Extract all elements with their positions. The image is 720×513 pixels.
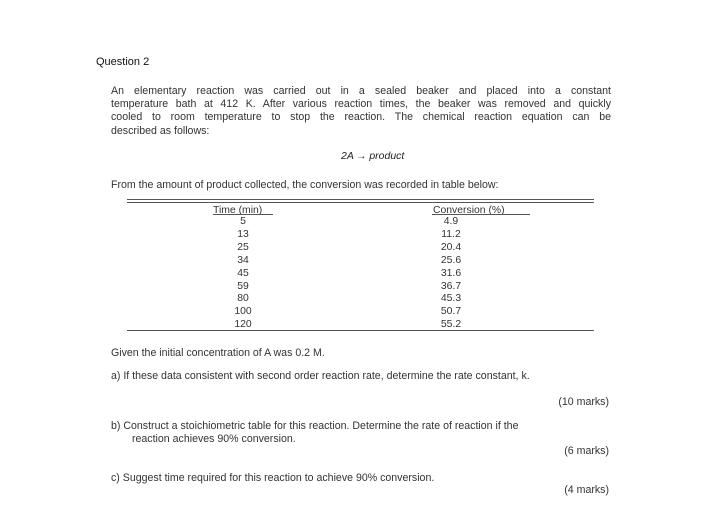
time-cell: 25 xyxy=(237,241,249,253)
part-b-text: b) Construct a stoichiometric table for this reaction. Determine the rate of reaction if the xyxy=(111,420,519,432)
conversion-cell: 11.2 xyxy=(441,228,461,240)
paragraph-line: cooled to room temperature to stop the reaction. The chemical reaction equation can be xyxy=(111,111,611,124)
time-cell: 120 xyxy=(234,319,252,331)
conversion-cell: 31.6 xyxy=(440,267,462,279)
header-underline xyxy=(432,214,530,215)
conversion-cell: 55.2 xyxy=(440,319,462,331)
time-cell: 80 xyxy=(237,293,249,305)
time-cell: 13 xyxy=(237,228,249,240)
part-b-marks: (6 marks) xyxy=(564,445,609,457)
table-top-rule-double xyxy=(127,202,594,203)
paragraph-line: described as follows: xyxy=(111,124,210,137)
conversion-cell: 20.4 xyxy=(440,241,462,253)
table-intro: From the amount of product collected, the conversion was recorded in table below: xyxy=(111,179,499,191)
reaction-equation xyxy=(341,150,404,162)
conversion-cell: 4.9 xyxy=(443,216,459,227)
given-statement: Given the initial concentration of A was 0.2 M. xyxy=(111,347,325,359)
time-cell: 100 xyxy=(234,306,252,318)
question-title: Question 2 xyxy=(96,56,150,68)
part-c-text: c) Suggest time required for this reaction to achieve 90% conversion. xyxy=(111,472,435,484)
table-top-rule xyxy=(127,199,594,200)
column-header-time: Time (min) xyxy=(213,205,263,216)
part-b-text-continued: reaction achieves 90% conversion. xyxy=(132,433,296,445)
column-header-conversion: Conversion (%) xyxy=(433,205,505,216)
part-c-marks: (4 marks) xyxy=(564,484,609,496)
paragraph-line: An elementary reaction was carried out in a sealed beaker and placed into a constant xyxy=(111,85,611,97)
time-cell: 34 xyxy=(237,254,249,266)
conversion-cell: 25.6 xyxy=(440,254,462,266)
header-underline xyxy=(213,214,273,215)
time-cell: 5 xyxy=(240,216,246,227)
part-a-marks: (10 marks) xyxy=(558,396,609,408)
conversion-cell: 50.7 xyxy=(440,306,462,318)
arrow-icon: → xyxy=(356,151,367,162)
table-bottom-rule xyxy=(127,330,594,331)
equation-reactant: 2A xyxy=(341,150,354,162)
conversion-cell: 45.3 xyxy=(440,293,462,305)
time-cell: 59 xyxy=(237,280,249,292)
conversion-cell: 36.7 xyxy=(440,280,462,292)
part-a-text: a) If these data consistent with second order reaction rate, determine the rate constant, k. xyxy=(111,370,530,382)
equation-product: product xyxy=(369,150,405,162)
problem-paragraph xyxy=(111,85,611,138)
time-cell: 45 xyxy=(237,267,249,279)
paragraph-line: temperature bath at 412 K. After various reaction times, the beaker was removed and quickly xyxy=(111,98,611,111)
